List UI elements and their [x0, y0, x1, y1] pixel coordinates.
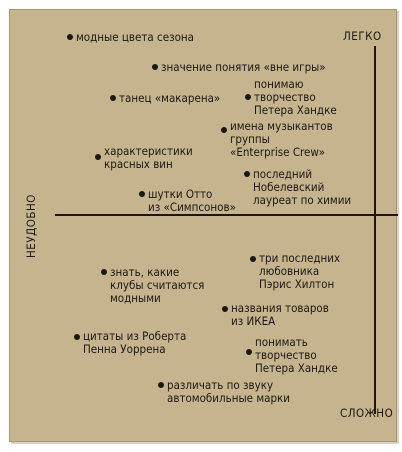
item-label: последний Нобелевский лауреат по химии — [253, 167, 352, 207]
item-dot — [101, 269, 107, 275]
item-label: цитаты из Роберта Пенна Уоррена — [83, 329, 187, 356]
item-dot — [139, 191, 145, 197]
item-label: знать, какие клубы считаются модными — [110, 265, 205, 305]
item-dot — [74, 334, 80, 340]
item-label: три последних любовника Пэрис Хилтон — [259, 251, 341, 291]
item-label: значение понятия «вне игры» — [161, 60, 326, 74]
item-dot — [244, 171, 250, 177]
axis-label-left: НЕУДОБНО — [24, 194, 38, 258]
horizontal-axis — [55, 214, 398, 216]
item-label: танец «макарена» — [119, 91, 221, 105]
item-label: понимать творчество Петера Хандке — [255, 335, 338, 375]
item-dot — [158, 382, 164, 388]
item-dot — [152, 64, 158, 70]
vertical-axis — [374, 46, 376, 414]
item-label: модные цвета сезона — [76, 30, 195, 44]
axis-label-bottom: СЛОЖНО — [340, 406, 394, 420]
item-dot — [245, 94, 251, 100]
item-label: характеристики красных вин — [104, 144, 193, 171]
item-dot — [250, 256, 256, 262]
item-label: шутки Отто из «Симпсонов» — [148, 187, 236, 214]
item-dot — [110, 95, 116, 101]
item-label: названия товаров из ИКЕА — [231, 301, 329, 328]
item-dot — [246, 349, 252, 355]
axis-label-top: ЛЕГКО — [343, 29, 382, 43]
item-label: имена музыкантов группы «Enterprise Crew» — [230, 119, 333, 159]
item-dot — [222, 306, 228, 312]
matrix-board — [9, 9, 397, 442]
item-label: понимаю творчество Петера Хандке — [254, 77, 337, 117]
item-label: различать по звуку автомобильные марки — [167, 378, 291, 405]
item-dot — [95, 154, 101, 160]
item-dot — [67, 34, 73, 40]
item-dot — [221, 127, 227, 133]
